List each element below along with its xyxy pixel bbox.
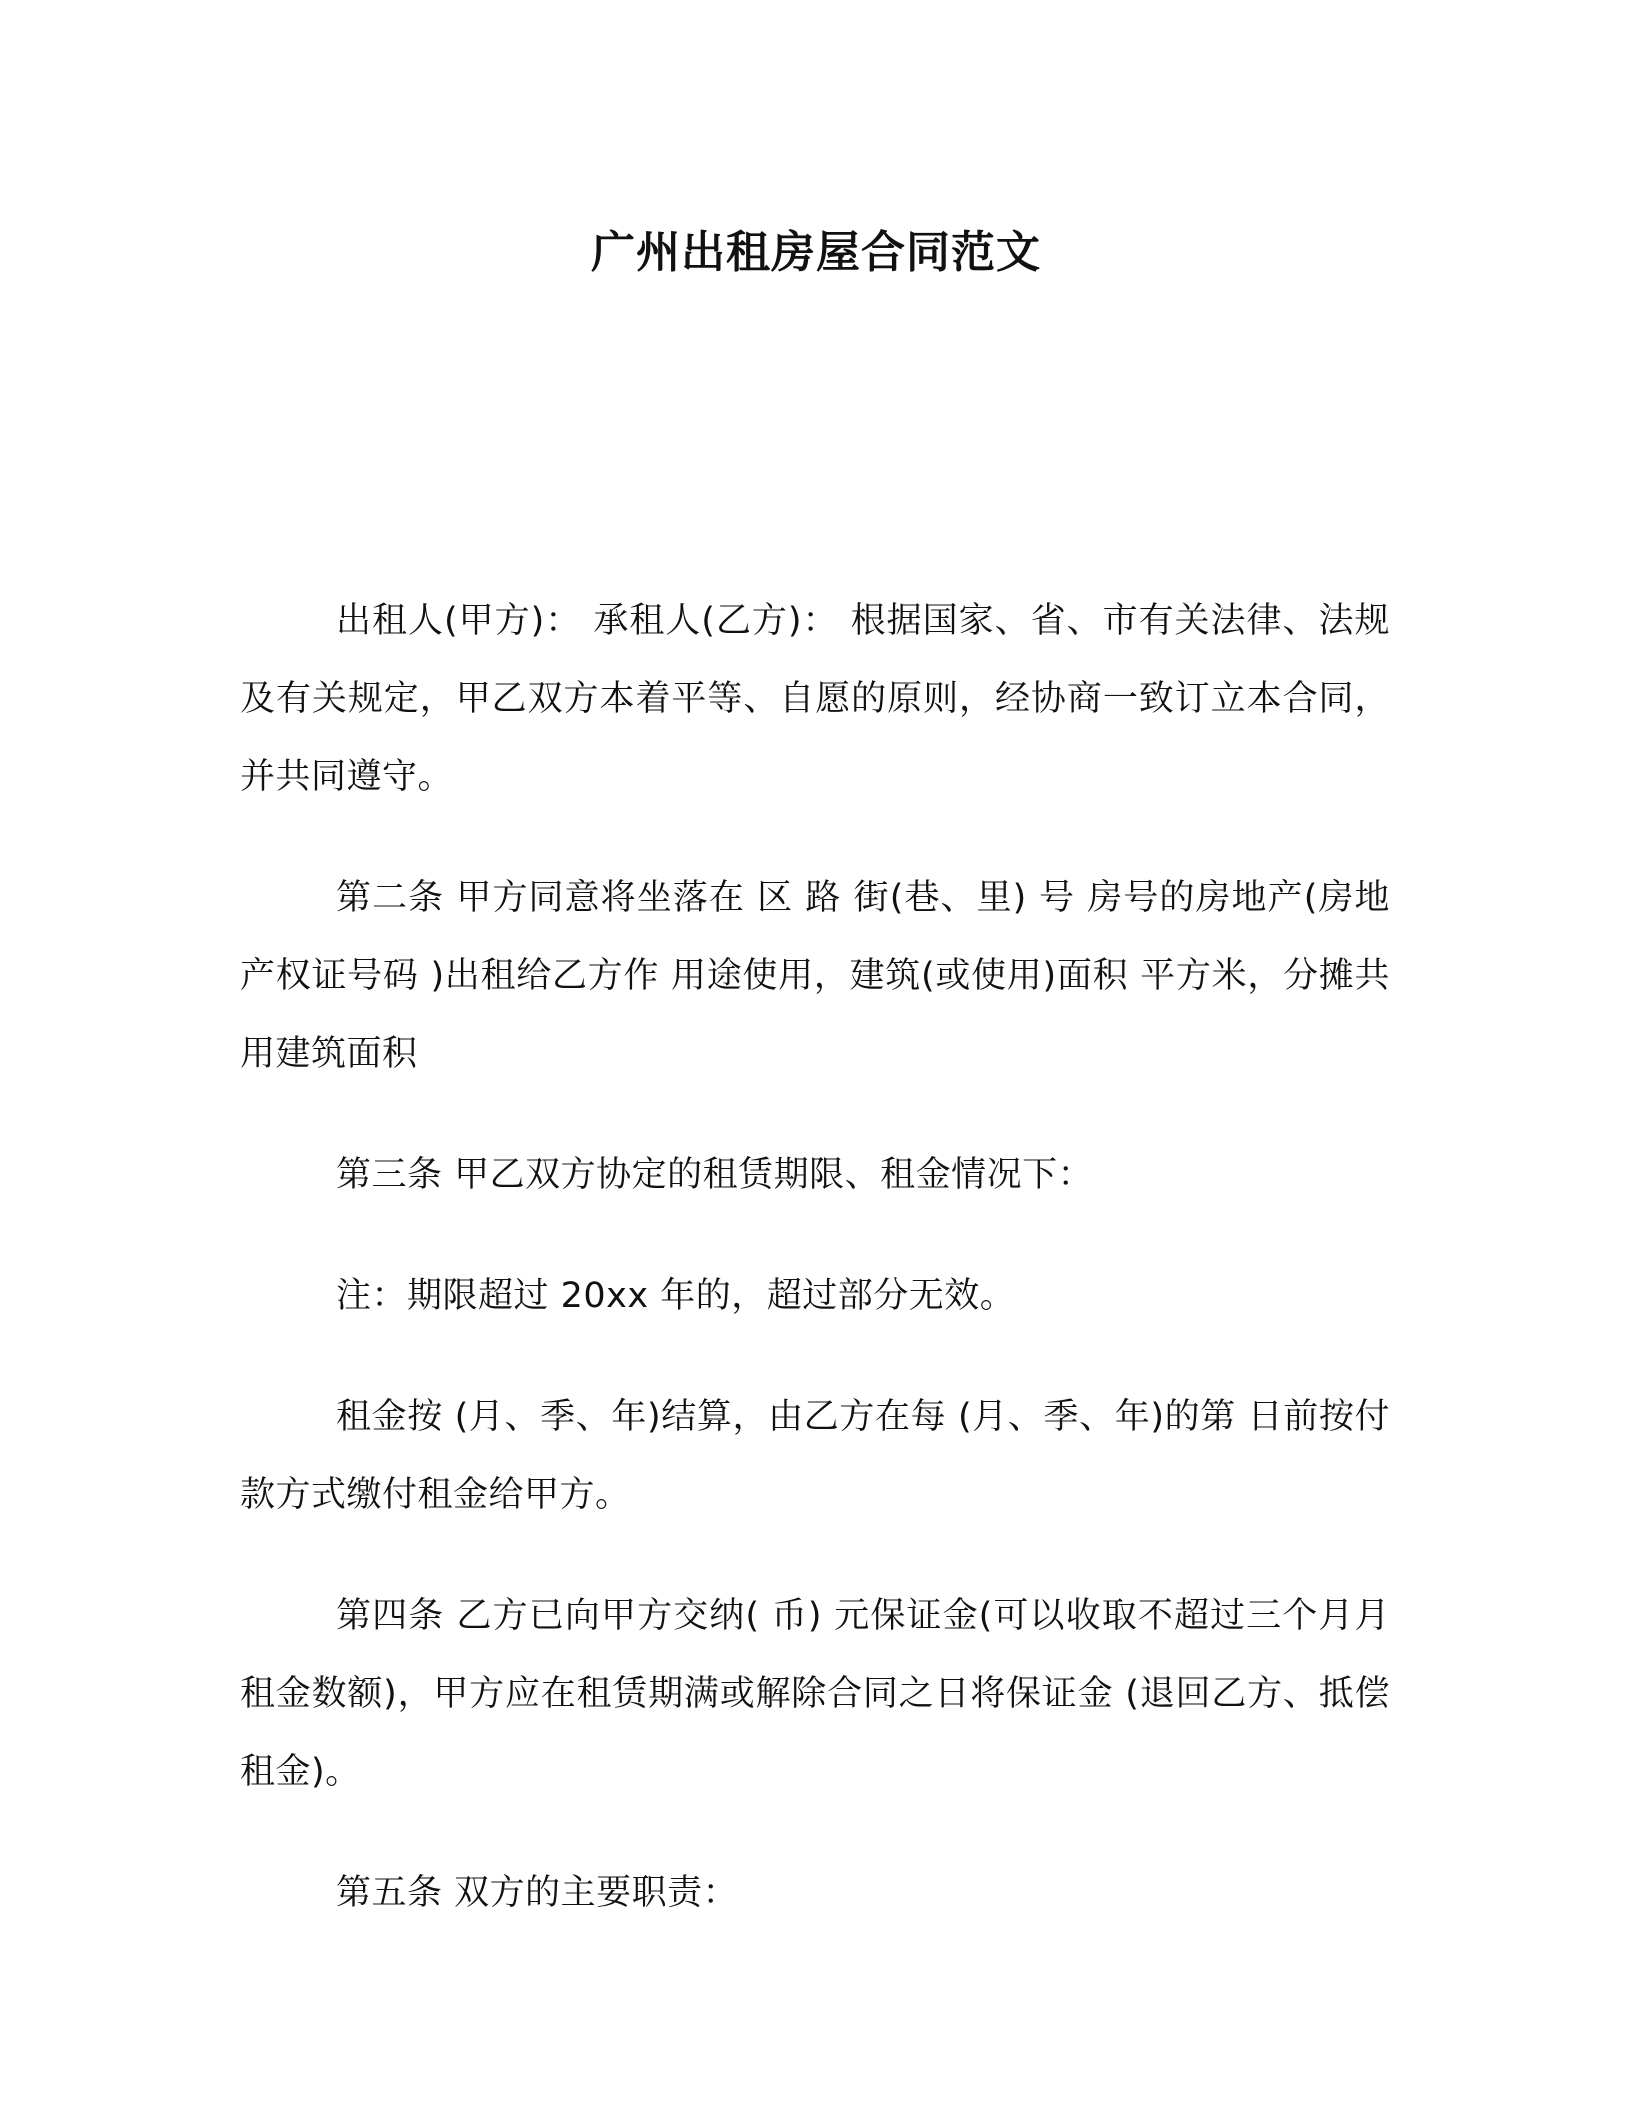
paragraph-article-2: 第二条 甲方同意将坐落在 区 路 街(巷、里) 号 房号的房地产(房地产权证号码 )出租给乙方作 用途使用，建筑(或使用)面积 平方米，分摊共用建筑面积 xyxy=(240,878,1390,1074)
paragraph-preamble: 出租人(甲方)： 承租人(乙方)： 根据国家、省、市有关法律、法规及有关规定，甲乙双方本着平等、自愿的原则，经协商一致订立本合同，并共同遵守。 xyxy=(240,601,1390,797)
document-title: 广州出租房屋合同范文 xyxy=(591,227,1041,278)
paragraph-article-3: 第三条 甲乙双方协定的租赁期限、租金情况下： xyxy=(336,1155,1094,1195)
paragraph-article-4: 第四条 乙方已向甲方交纳( 币) 元保证金(可以收取不超过三个月月租金数额)，甲方应在租赁期满或解除合同之日将保证金 (退回乙方、抵偿租金)。 xyxy=(240,1596,1390,1792)
document-body xyxy=(240,582,1390,1975)
paragraph-note: 注：期限超过 20xx 年的，超过部分无效。 xyxy=(336,1276,1016,1316)
paragraph-article-5: 第五条 双方的主要职责： xyxy=(336,1873,739,1913)
paragraph-rent-payment: 租金按 (月、季、年)结算，由乙方在每 (月、季、年)的第 日前按付款方式缴付租金给甲方。 xyxy=(240,1397,1390,1515)
